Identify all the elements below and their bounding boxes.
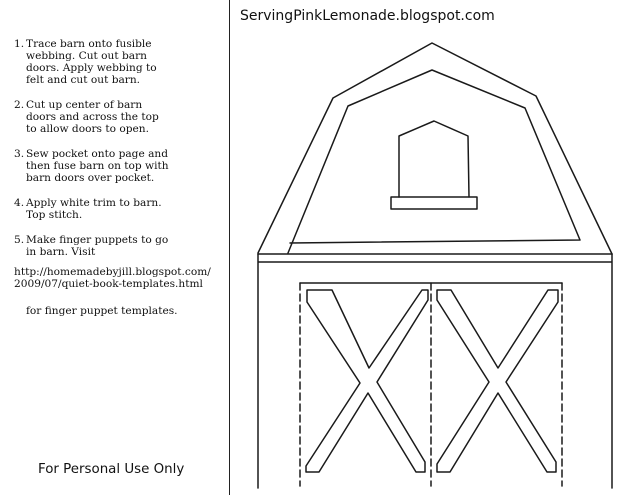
step-item <box>14 234 219 258</box>
personal-use-footer: For Personal Use Only <box>38 462 185 477</box>
barn-door-cut-lines <box>300 283 562 486</box>
step-text: Sew pocket onto page and then fuse barn on top with barn doors over pocket. <box>26 148 169 184</box>
step-text: Trace barn onto fusible webbing. Cut out barn doors. Apply webbing to felt and cut out barn. <box>26 38 157 86</box>
step-number: 5. <box>14 234 25 246</box>
instructions-panel <box>0 0 228 495</box>
step-item <box>14 38 219 86</box>
loft-window <box>399 121 469 197</box>
step-number: 1. <box>14 38 25 50</box>
barn-template-drawing <box>230 30 630 490</box>
step-item <box>14 148 219 184</box>
right-door-cross <box>437 290 558 472</box>
step-text: Apply white trim to barn. Top stitch. <box>26 197 162 221</box>
step-number: 4. <box>14 197 25 209</box>
template-url-link[interactable]: http://homemadebyjill.blogspot.com/ 2009/07/quiet-book-templates.html <box>14 266 211 290</box>
steps-list <box>14 38 219 271</box>
step-item <box>14 197 219 221</box>
site-title: ServingPinkLemonade.blogspot.com <box>240 8 495 24</box>
step-number: 2. <box>14 99 25 111</box>
window-sill <box>391 197 477 209</box>
barn-body-outline <box>258 254 612 488</box>
left-door-cross <box>306 290 428 472</box>
step-text: Make finger puppets to go in barn. Visit <box>26 234 169 258</box>
step-item <box>14 99 219 135</box>
barn-roof-outer <box>258 43 612 254</box>
step-text: Cut up center of barn doors and across the top to allow doors to open. <box>26 99 159 135</box>
step-number: 3. <box>14 148 25 160</box>
url-suffix-text: for finger puppet templates. <box>26 305 178 317</box>
